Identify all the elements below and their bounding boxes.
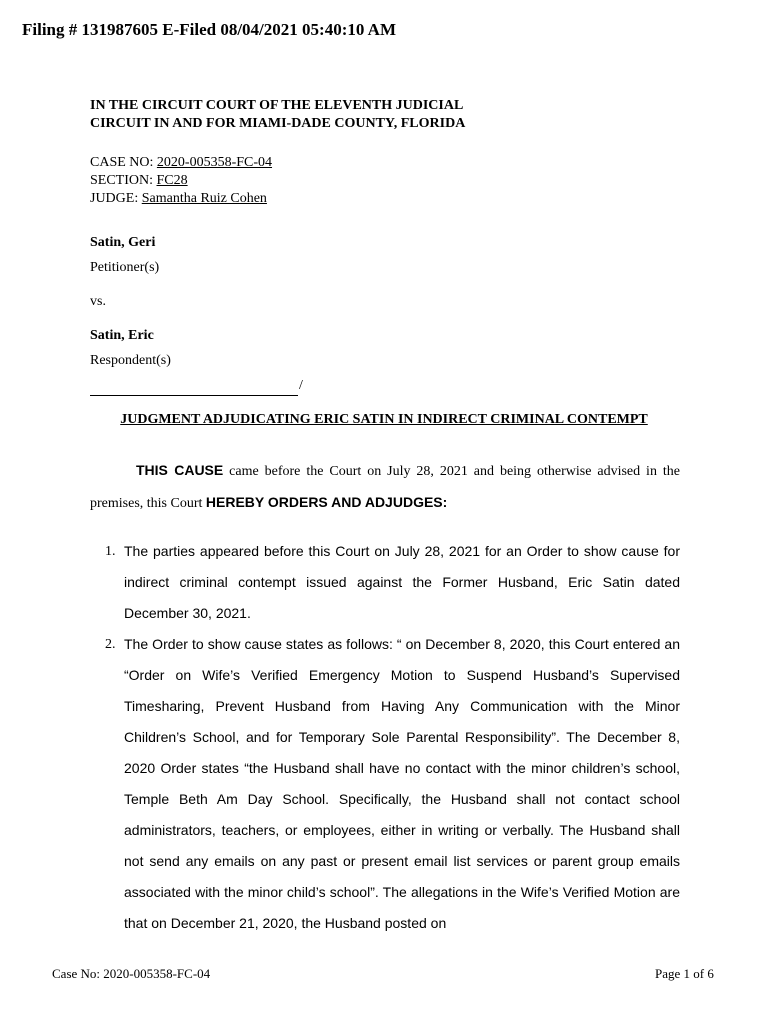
signature-line <box>90 383 298 396</box>
case-number-row <box>90 154 272 172</box>
list-item <box>105 536 680 629</box>
signature-slash: / <box>299 378 303 393</box>
judge-label: JUDGE: <box>90 191 142 206</box>
document-title: JUDGMENT ADJUDICATING ERIC SATIN IN INDIRECT CRIMINAL CONTEMPT <box>120 412 648 427</box>
court-caption <box>90 97 465 133</box>
section-row <box>90 172 272 190</box>
petitioner-role: Petitioner(s) <box>90 260 160 275</box>
petitioner-name: Satin, Geri <box>90 235 156 250</box>
judge-name: Samantha Ruiz Cohen <box>141 191 267 206</box>
case-number: 2020-005358-FC-04 <box>156 155 273 170</box>
case-info <box>90 154 272 208</box>
item-text: The parties appeared before this Court on July 28, 2021 for an Order to show cause for indirect criminal contempt issued against the Former Husband, Eric Satin dated December 30, 2021. <box>124 543 680 621</box>
versus-label: vs. <box>90 294 106 309</box>
judge-row <box>90 190 272 208</box>
court-line-1: IN THE CIRCUIT COURT OF THE ELEVENTH JUDICIAL <box>90 98 464 113</box>
filing-stamp: Filing # 131987605 E-Filed 08/04/2021 05:40:10 AM <box>22 20 396 39</box>
intro-paragraph <box>90 455 680 519</box>
intro-text: came before the Court on July 28, 2021 and being otherwise advised in the premises, this Court <box>90 464 680 511</box>
respondent-name: Satin, Eric <box>90 328 154 343</box>
case-number-label: CASE NO: <box>90 155 157 170</box>
footer-case-number: Case No: 2020-005358-FC-04 <box>52 966 211 981</box>
footer-page-number: Page 1 of 6 <box>655 966 714 981</box>
item-text: The Order to show cause states as follows: “ on December 8, 2020, this Court entered an “Order on Wife’s Verified Emergency Motion to Suspend Husband’s Supervised Timesharing, Prevent Husband from Having Any Communication with the Minor Children’s School, and for Temporary Sole Parental Responsibility”. The December 8, 2020 Order states “the Husband shall have no contact with the minor children’s school, Temple Beth Am Day School. Specifically, the Husband shall not contact school administrators, teachers, or employees, either in writing or verbally. The Husband shall not send any emails on any past or present email list services or parent group emails associated with the minor child’s school”. The allegations in the Wife’s Verified Motion are that on December 21, 2020, the Husband posted on <box>124 636 680 931</box>
item-number: 1. <box>105 544 116 559</box>
section-label: SECTION: <box>90 173 157 188</box>
respondent-role: Respondent(s) <box>90 353 171 368</box>
intro-bold-end: HEREBY ORDERS AND ADJUDGES: <box>205 494 448 510</box>
intro-lead: THIS CAUSE <box>136 462 224 478</box>
list-item <box>105 629 680 939</box>
section-value: FC28 <box>156 173 188 188</box>
item-number: 2. <box>105 637 116 652</box>
court-line-2: CIRCUIT IN AND FOR MIAMI-DADE COUNTY, FLORIDA <box>90 116 466 131</box>
